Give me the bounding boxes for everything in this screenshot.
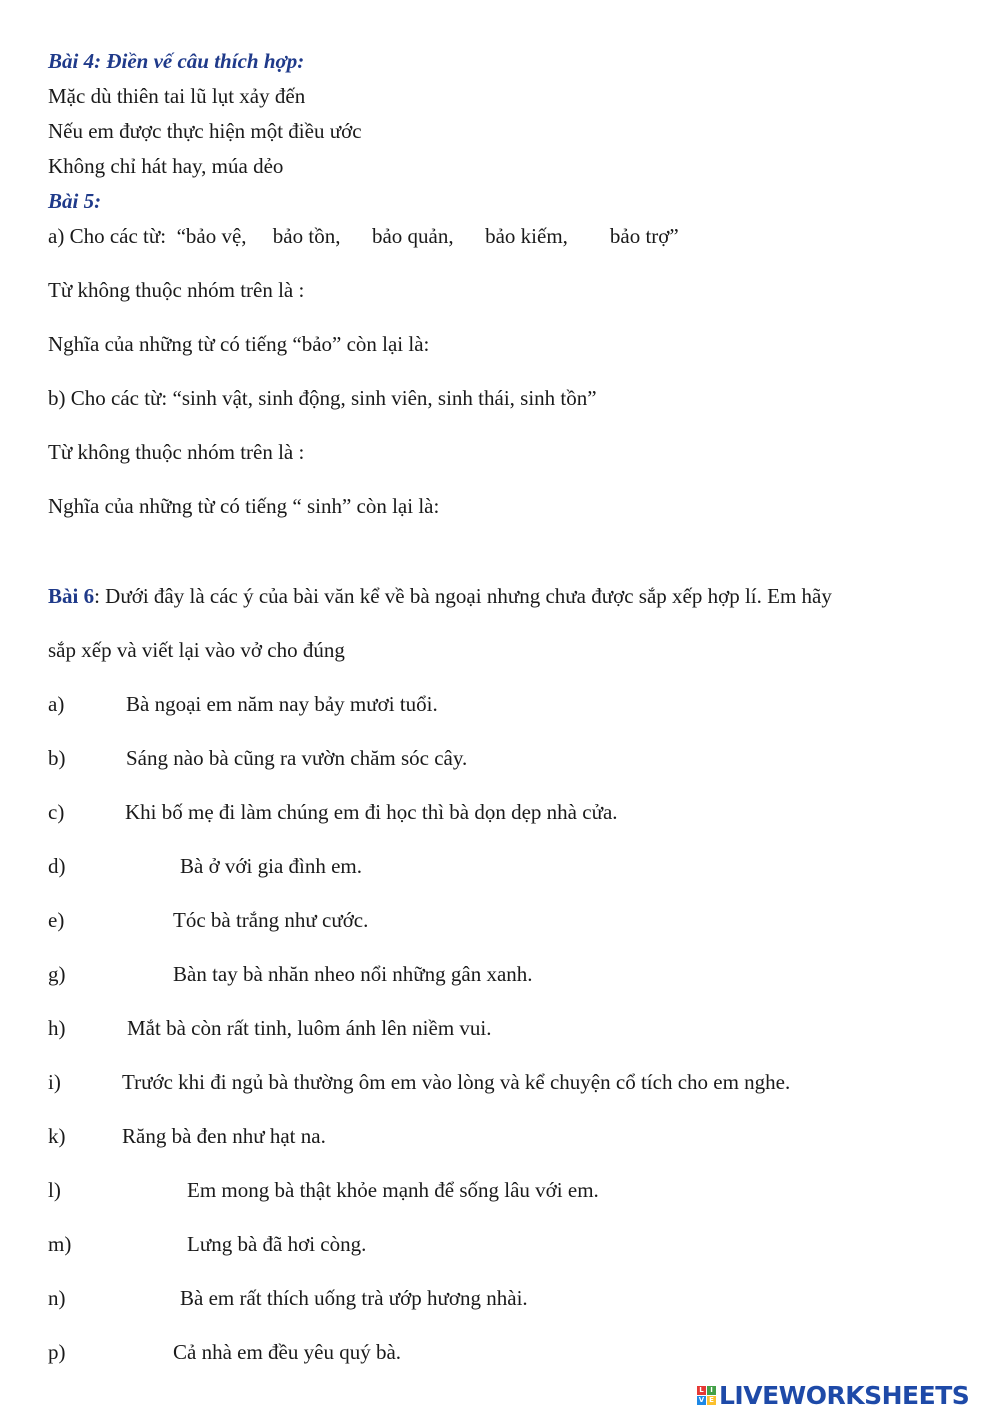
bai4-line-2: Nếu em được thực hiện một điều ước <box>48 119 362 143</box>
item-label: l) <box>48 1178 61 1202</box>
bai4-line-1: Mặc dù thiên tai lũ lụt xảy đến <box>48 84 306 108</box>
logo-square-l: L <box>697 1386 706 1395</box>
item-text: Răng bà đen như hạt na. <box>122 1124 326 1148</box>
item-text: Bà ngoại em năm nay bảy mươi tuổi. <box>126 692 438 716</box>
item-text: Sáng nào bà cũng ra vườn chăm sóc cây. <box>126 746 468 770</box>
bai5-b-odd-word: Từ không thuộc nhóm trên là : <box>48 440 305 464</box>
bai6-intro-line2: sắp xếp và viết lại vào vở cho đúng <box>48 638 345 662</box>
logo-square-v: V <box>698 1395 705 1404</box>
item-label: e) <box>48 908 65 932</box>
item-label: d) <box>48 854 66 878</box>
bai5-a-words: a) Cho các từ: “bảo vệ, bảo tồn, bảo quản, bảo kiếm, bảo trợ” <box>48 224 679 248</box>
bai6-intro-text: : Dưới đây là các ý của bài văn kể về bà ngoại nhưng chưa được sắp xếp hợp lí. Em hãy <box>94 584 832 608</box>
bai6-intro <box>48 583 832 609</box>
bai4-heading: Bài 4: Điền vế câu thích hợp: <box>48 49 305 73</box>
item-label: g) <box>48 962 66 986</box>
item-label: m) <box>48 1232 72 1256</box>
bai5-a-meaning: Nghĩa của những từ có tiếng “bảo” còn lại là: <box>48 332 430 356</box>
bai5-heading: Bài 5: <box>48 189 102 213</box>
item-text: Tóc bà trắng như cước. <box>173 908 369 932</box>
item-label: a) <box>48 692 65 716</box>
item-text: Bà ở với gia đình em. <box>180 854 363 878</box>
item-text: Khi bố mẹ đi làm chúng em đi học thì bà dọn dẹp nhà cửa. <box>125 800 618 824</box>
liveworksheets-logo <box>697 1380 969 1410</box>
logo-square-i: I <box>707 1386 716 1395</box>
item-label: n) <box>48 1286 66 1310</box>
bai5-b-meaning: Nghĩa của những từ có tiếng “ sinh” còn lại là: <box>48 494 440 518</box>
item-text: Cả nhà em đều yêu quý bà. <box>173 1340 402 1364</box>
item-label: i) <box>48 1070 61 1094</box>
item-text: Bàn tay bà nhăn nheo nổi những gân xanh. <box>173 962 533 986</box>
item-label: p) <box>48 1340 66 1364</box>
logo-square-e: E <box>707 1396 716 1405</box>
item-text: Mắt bà còn rất tinh, luôm ánh lên niềm vui. <box>127 1016 492 1040</box>
item-label: k) <box>48 1124 66 1148</box>
item-text: Lưng bà đã hơi còng. <box>187 1232 367 1256</box>
item-text: Em mong bà thật khỏe mạnh để sống lâu với em. <box>187 1178 599 1202</box>
liveworksheets-wordmark: LIVEWORKSHEETS <box>719 1380 970 1410</box>
bai4-line-3: Không chỉ hát hay, múa dẻo <box>48 154 284 178</box>
item-label: c) <box>48 800 65 824</box>
item-text: Trước khi đi ngủ bà thường ôm em vào lòng và kể chuyện cổ tích cho em nghe. <box>122 1070 791 1094</box>
item-label: h) <box>48 1016 66 1040</box>
item-text: Bà em rất thích uống trà ướp hương nhài. <box>180 1286 528 1310</box>
bai5-b-words: b) Cho các từ: “sinh vật, sinh động, sinh viên, sinh thái, sinh tồn” <box>48 386 597 410</box>
bai5-a-odd-word: Từ không thuộc nhóm trên là : <box>48 278 305 302</box>
liveworksheets-icon <box>697 1386 716 1405</box>
item-label: b) <box>48 746 66 770</box>
bai6-heading: Bài 6 <box>48 584 95 608</box>
